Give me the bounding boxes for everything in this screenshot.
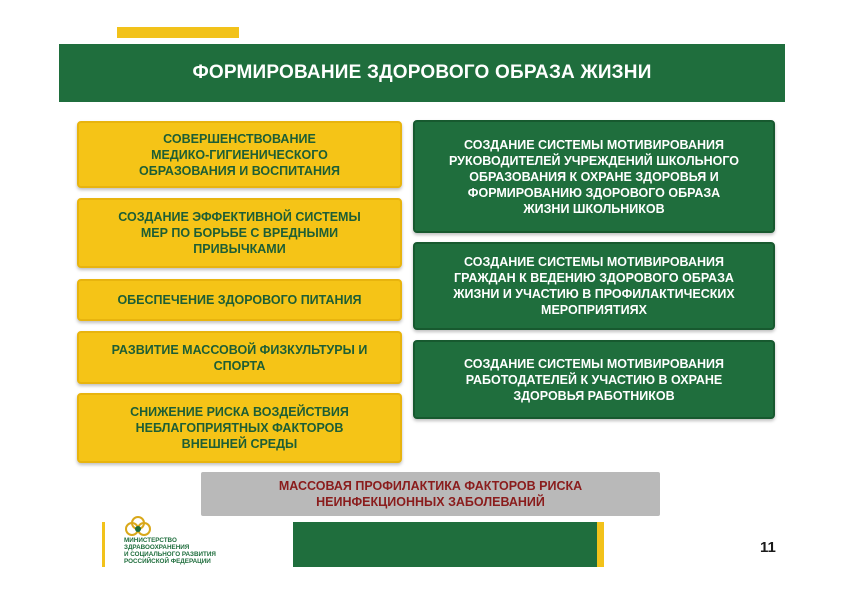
page-title: ФОРМИРОВАНИЕ ЗДОРОВОГО ОБРАЗА ЖИЗНИ (192, 62, 652, 83)
ministry-name: МИНИСТЕРСТВО ЗДРАВООХРАНЕНИЯ И СОЦИАЛЬНОГО РАЗВИТИЯ РОССИЙСКОЙ ФЕДЕРАЦИИ (124, 537, 216, 565)
title-banner (59, 44, 785, 102)
right-item-employer-motivation: СОЗДАНИЕ СИСТЕМЫ МОТИВИРОВАНИЯ РАБОТОДАТЕЛЕЙ К УЧАСТИЮ В ОХРАНЕ ЗДОРОВЬЯ РАБОТНИКОВ (413, 340, 775, 419)
right-item-citizen-motivation: СОЗДАНИЕ СИСТЕМЫ МОТИВИРОВАНИЯ ГРАЖДАН К ВЕДЕНИЮ ЗДОРОВОГО ОБРАЗА ЖИЗНИ И УЧАСТИЮ В ПРОФИЛАКТИЧЕСКИХ МЕРОПРИЯТИЯХ (413, 242, 775, 330)
left-item-mass-sports: РАЗВИТИЕ МАССОВОЙ ФИЗКУЛЬТУРЫ И СПОРТА (77, 331, 402, 384)
left-item-bad-habits: СОЗДАНИЕ ЭФФЕКТИВНОЙ СИСТЕМЫ МЕР ПО БОРЬБЕ С ВРЕДНЫМИ ПРИВЫЧКАМИ (77, 198, 402, 268)
page-number: 11 (760, 539, 776, 556)
top-accent-bar (117, 27, 239, 38)
left-item-environment-risk: СНИЖЕНИЕ РИСКА ВОЗДЕЙСТВИЯ НЕБЛАГОПРИЯТНЫХ ФАКТОРОВ ВНЕШНЕЙ СРЕДЫ (77, 393, 402, 463)
footer-green-strip (293, 522, 603, 567)
footer-logo-divider (102, 522, 105, 567)
bottom-banner: МАССОВАЯ ПРОФИЛАКТИКА ФАКТОРОВ РИСКА НЕИНФЕКЦИОННЫХ ЗАБОЛЕВАНИЙ (201, 472, 660, 516)
footer-yellow-edge (597, 522, 604, 567)
right-item-school-motivation: СОЗДАНИЕ СИСТЕМЫ МОТИВИРОВАНИЯ РУКОВОДИТЕЛЕЙ УЧРЕЖДЕНИЙ ШКОЛЬНОГО ОБРАЗОВАНИЯ К ОХРАНЕ ЗДОРОВЬЯ И ФОРМИРОВАНИЮ ЗДОРОВОГО ОБРАЗА ЖИЗНИ ШКОЛЬНИКОВ (413, 120, 775, 233)
left-item-medical-education: СОВЕРШЕНСТВОВАНИЕ МЕДИКО-ГИГИЕНИЧЕСКОГО ОБРАЗОВАНИЯ И ВОСПИТАНИЯ (77, 121, 402, 188)
left-item-healthy-nutrition: ОБЕСПЕЧЕНИЕ ЗДОРОВОГО ПИТАНИЯ (77, 279, 402, 321)
